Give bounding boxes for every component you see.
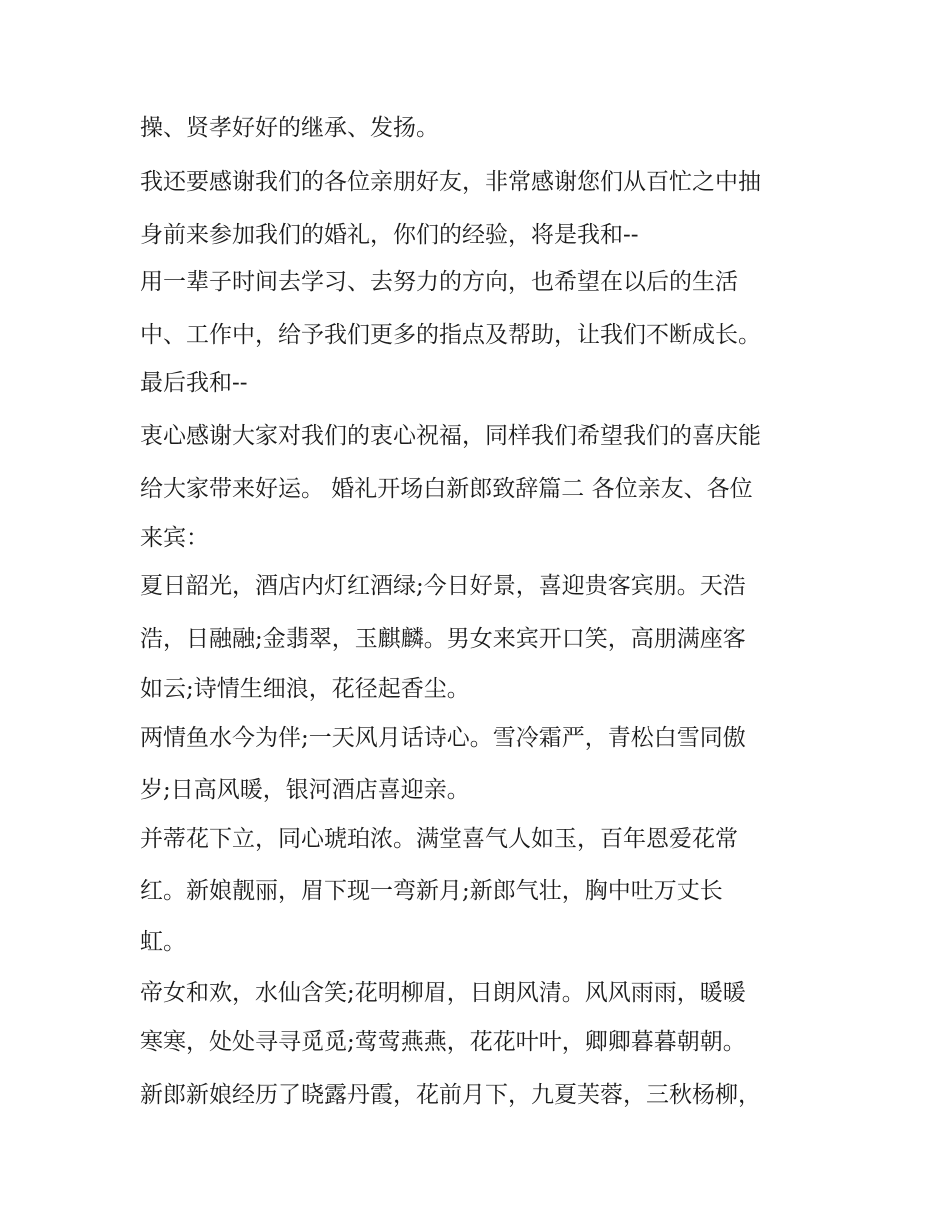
text-line: 如云;诗情生细浪，花径起香尘。 bbox=[140, 676, 470, 702]
text-line: 用一辈子时间去学习、去努力的方向，也希望在以后的生活 bbox=[140, 269, 738, 295]
text-line: 虹。 bbox=[140, 929, 186, 955]
text-line: 来宾： bbox=[140, 525, 209, 551]
text-line: 最后我和-- bbox=[140, 370, 248, 396]
text-line: 新郎新娘经历了晓露丹霞，花前月下，九夏芙蓉，三秋杨柳， bbox=[140, 1082, 761, 1108]
text-line: 操、贤孝好好的继承、发扬。 bbox=[140, 115, 439, 141]
text-line: 夏日韶光，酒店内灯红酒绿;今日好景，喜迎贵客宾朋。天浩 bbox=[140, 573, 746, 599]
text-line: 两情鱼水今为伴;一天风月话诗心。雪冷霜严，青松白雪同傲 bbox=[140, 725, 746, 751]
text-line: 红。新娘靓丽，眉下现一弯新月;新郎气壮，胸中吐万丈长 bbox=[140, 878, 723, 904]
text-line: 我还要感谢我们的各位亲朋好友，非常感谢您们从百忙之中抽 bbox=[140, 169, 761, 195]
text-line: 岁;日高风暖，银河酒店喜迎亲。 bbox=[140, 777, 470, 803]
text-line: 寒寒，处处寻寻觅觅;莺莺燕燕，花花叶叶，卿卿暮暮朝朝。 bbox=[140, 1029, 746, 1055]
text-line: 衷心感谢大家对我们的衷心祝福，同样我们希望我们的喜庆能 bbox=[140, 423, 761, 449]
text-line: 帝女和欢，水仙含笑;花明柳眉，日朗风清。风风雨雨，暖暖 bbox=[140, 980, 746, 1006]
text-line: 给大家带来好运。 婚礼开场白新郎致辞篇二 各位亲友、各位 bbox=[140, 476, 753, 502]
text-line: 中、工作中，给予我们更多的指点及帮助，让我们不断成长。 bbox=[140, 322, 761, 348]
text-line: 浩，日融融;金翡翠，玉麒麟。男女来宾开口笑，高朋满座客 bbox=[140, 626, 746, 652]
text-line: 并蒂花下立，同心琥珀浓。满堂喜气人如玉，百年恩爱花常 bbox=[140, 826, 738, 852]
text-line: 身前来参加我们的婚礼，你们的经验，将是我和-- bbox=[140, 222, 639, 248]
